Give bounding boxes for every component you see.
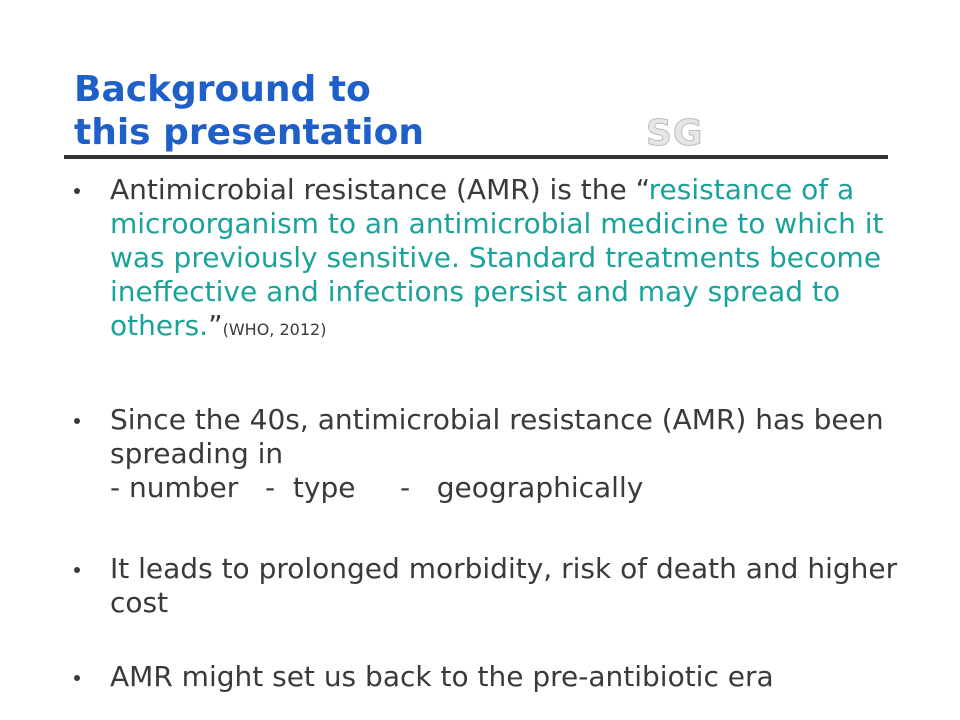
bullet-dot-icon: [74, 418, 80, 424]
bullet-amr-era: [110, 660, 910, 694]
slide-title: [74, 68, 424, 154]
bullet-amr-spread: [110, 403, 910, 505]
amr-spread-text: Since the 40s, antimicrobial resistance (AMR) has been spreading in: [110, 403, 884, 470]
bullet-amr-consequences: [110, 552, 910, 620]
bullet-dot-icon: [74, 675, 80, 681]
slide-title-line1: Background to: [74, 69, 371, 110]
bullet-dot-icon: [74, 567, 80, 573]
open-quote: “: [635, 173, 649, 206]
close-quote: ”: [208, 309, 223, 342]
sg-logo: SG: [646, 113, 704, 154]
bullet-amr-definition: [110, 173, 910, 347]
title-underline: [64, 155, 888, 159]
who-quote: resistance of a microorganism to an antimicrobial medicine to which it was previously sensitive. Standard treatments become ineffective and infections persist and may spread to others.: [110, 173, 884, 342]
citation: (WHO, 2012): [222, 320, 327, 339]
bullet-dot-icon: [74, 188, 80, 194]
amr-era-text: AMR might set us back to the pre-antibiotic era: [110, 660, 774, 693]
amr-spread-categories: - number - type - geographically: [110, 471, 644, 504]
amr-definition-lead: Antimicrobial resistance (AMR) is the: [110, 173, 636, 206]
amr-consequences-text: It leads to prolonged morbidity, risk of death and higher cost: [110, 552, 898, 619]
slide-title-line2: this presentation: [74, 112, 424, 153]
